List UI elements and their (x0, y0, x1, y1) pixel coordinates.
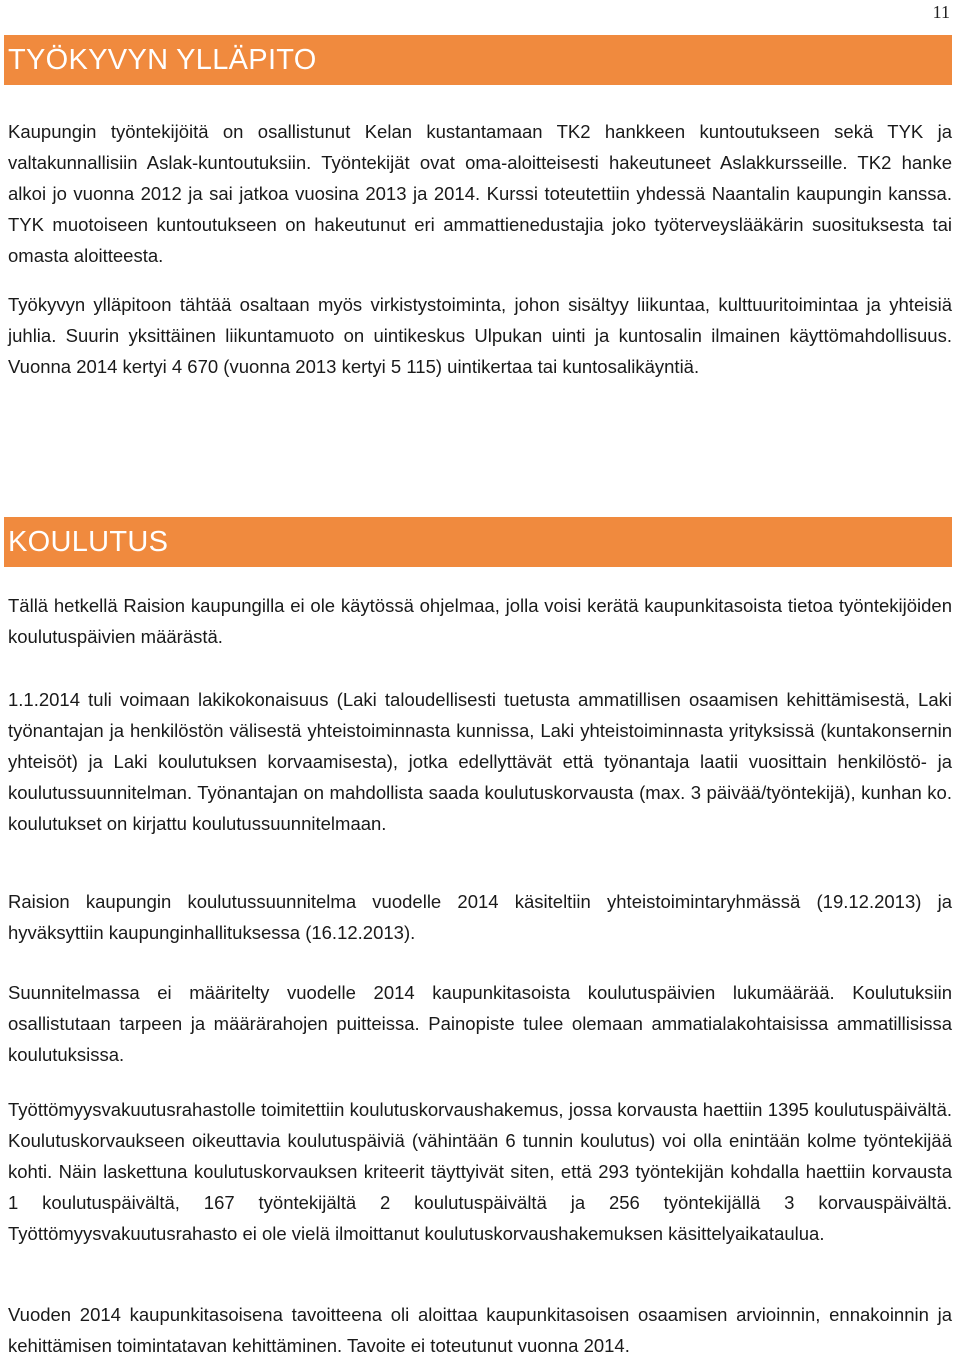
section-heading-tyokyvyn-yllapito: TYÖKYVYN YLLÄPITO (4, 35, 952, 85)
paragraph: Suunnitelmassa ei määritelty vuodelle 2014 kaupunkitasoista koulutuspäivien lukumäärää. Koulutuksiin osallistutaan tarpeen ja määrärahojen puitteissa. Painopiste tulee olemaan ammatialakohtaisissa ammatillisissa koulutuksissa. (8, 982, 952, 1065)
paragraph: Työkyvyn ylläpitoon tähtää osaltaan myös virkistystoiminta, johon sisältyy liikuntaa, kulttuuritoimintaa ja yhteisiä juhlia. Suurin yksittäinen liikuntamuoto on uintikeskus Ulpukan uinti ja kuntosalin ilmainen käyttömahdollisuus. Vuonna 2014 kertyi 4 670 (vuonna 2013 kertyi 5 115) uintikertaa tai kuntosalikäyntiä. (8, 294, 952, 377)
paragraph: 1.1.2014 tuli voimaan lakikokonaisuus (Laki taloudellisesti tuetusta ammatillisen osaamisen kehittämisestä, Laki työnantajan ja henkilöstön välisestä yhteistoiminnasta kunnissa, Laki yhteistoiminnasta yrityksissä (kuntakonsernin yhteisöt) ja Laki koulutuksen korvaamisesta), jotka edellyttävät että työnantaja laatii vuosittain henkilöstö- ja koulutussuunnitelman. Työnantajan on mahdollista saada koulutuskorvausta (max. 3 päivää/työntekijä), kunhan ko. koulutukset on kirjattu koulutussuunnitelmaan. (8, 689, 952, 834)
section-heading-koulutus: KOULUTUS (4, 517, 952, 567)
paragraph: Tällä hetkellä Raision kaupungilla ei ole käytössä ohjelmaa, jolla voisi kerätä kaupunkitasoista tietoa työntekijöiden koulutuspäivien määrästä. (8, 595, 952, 647)
paragraph: Vuoden 2014 kaupunkitasoisena tavoitteena oli aloittaa kaupunkitasoisen osaamisen arvioinnin, ennakoinnin ja kehittämisen toimintatavan kehittäminen. Tavoite ei toteutunut vuonna 2014. (8, 1304, 952, 1356)
page-number: 11 (932, 2, 950, 22)
paragraph: Raision kaupungin koulutussuunnitelma vuodelle 2014 käsiteltiin yhteistoimintaryhmässä (19.12.2013) ja hyväksyttiin kaupunginhallituksessa (16.12.2013). (8, 891, 952, 943)
paragraph: Kaupungin työntekijöitä on osallistunut Kelan kustantamaan TK2 hankkeen kuntoutukseen sekä TYK ja valtakunnallisiin Aslak-kuntoutuksiin. Työntekijät ovat oma-aloitteisesti hakeutuneet Aslakkursseille. TK2 hanke alkoi jo vuonna 2012 ja sai jatkoa vuosina 2013 ja 2014. Kurssi toteutettiin yhdessä Naantalin kaupungin kanssa. TYK muotoiseen kuntoutukseen on hakeutunut eri ammattienedustajia joko työterveyslääkärin suosituksesta tai omasta aloitteesta. (8, 121, 952, 266)
paragraph: Työttömyysvakuutusrahastolle toimitettiin koulutuskorvaushakemus, jossa korvausta haettiin 1395 koulutuspäivältä. Koulutuskorvaukseen oikeuttavia koulutuspäiviä (vähintään 6 tunnin koulutus) voi olla enintään kolme työntekijää kohti. Näin laskettuna koulutuskorvauksen kriteerit täyttyivät siten, että 293 työntekijän kohdalla haettiin korvausta 1 koulutuspäivältä, 167 työntekijältä 2 koulutuspäivältä ja 256 työntekijällä 3 korvauspäivältä. Työttömyysvakuutusrahasto ei ole vielä ilmoittanut koulutuskorvaushakemuksen käsittelyaikataulua. (8, 1099, 952, 1244)
